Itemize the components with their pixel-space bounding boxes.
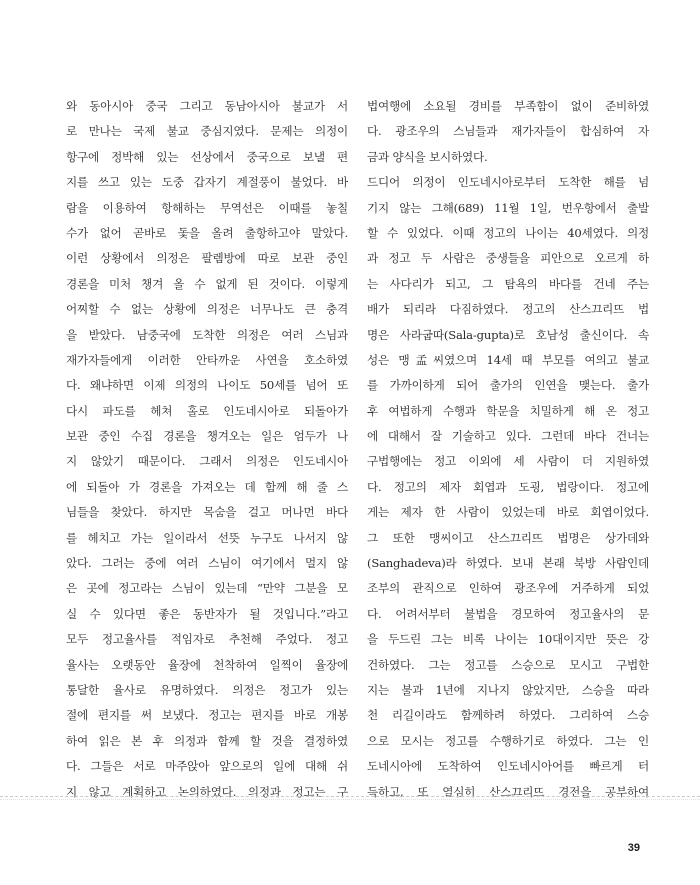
text-line: 모두 정고율사를 적임자로 추천해 주었다. 정고 xyxy=(66,632,348,647)
text-line: 법여행에 소요될 경비를 부족함이 없이 준비하였 xyxy=(367,99,649,113)
text-line: 다. 정고의 제자 회엽과 도굉, 법랑이다. 정고에 xyxy=(367,479,649,494)
text-line: 드디어 의정이 인도네시아로부터 도착한 해를 넘 xyxy=(367,175,649,190)
text-line: 어찌할 수 없는 상황에 의정은 너무나도 큰 충격 xyxy=(66,302,348,317)
text-line: 이런 상황에서 의정은 팔렘방에 따로 보관 중인 xyxy=(66,251,348,266)
text-line: 득하고, 또 열심히 산스끄리뜨 경전을 공부하여 xyxy=(367,784,649,799)
text-line: 천 리길이라도 함께하려 하였다. 그리하여 스승 xyxy=(367,708,649,723)
text-line: 다. 어려서부터 불법을 경모하여 정고율사의 문 xyxy=(367,606,649,621)
text-line: 다. 광조우의 스님들과 재가자들이 합심하여 자 xyxy=(367,124,649,139)
text-line: 할 수 있었다. 이때 정고의 나이는 40세였다. 의정 xyxy=(367,225,649,240)
text-line: 을 받았다. 남중국에 도착한 의정은 여러 스님과 xyxy=(66,327,348,342)
text-line: 조부의 관직으로 인하여 광조우에 거주하게 되었 xyxy=(367,581,649,596)
text-line: 과 정고 두 사람은 중생들을 피안으로 오르게 하 xyxy=(367,251,649,266)
text-line: 는 사다리가 되고, 그 탐욕의 바다를 건네 주는 xyxy=(367,276,649,291)
text-line: 통달한 율사로 유명하였다. 의정은 정고가 있는 xyxy=(66,682,348,697)
text-line: 를 가까이하게 되어 출가의 인연을 맺는다. 출가 xyxy=(367,378,649,393)
text-line: 다. 왜냐하면 이제 의정의 나이도 50세를 넘어 또 xyxy=(66,378,348,393)
text-line: 에 대해서 잘 기술하고 있다. 그런데 바다 건너는 xyxy=(367,429,649,444)
text-line: 지를 쓰고 있는 도중 갑자기 계절풍이 불었다. 바 xyxy=(66,175,348,190)
text-line: 도네시아에 도착하여 인도네시아어를 빠르게 터 xyxy=(367,759,649,774)
text-line: 재가자들에게 이러한 안타까운 사연을 호소하였 xyxy=(66,352,348,367)
text-line: 절에 편지를 써 보냈다. 정고는 편지를 바로 개봉 xyxy=(66,708,348,723)
right-text-column xyxy=(367,94,649,805)
text-line: 게는 제자 한 사람이 있었는데 바로 회엽이었다. xyxy=(367,505,649,520)
text-line: (Sanghadeva)라 하였다. 보내 본래 북방 사람인데 xyxy=(367,556,649,571)
text-line: 실 수 있다면 좋은 동반자가 될 것입니다.”라고 xyxy=(66,606,348,621)
text-line: 그 또한 맹씨이고 산스끄리뜨 법명은 상가데와 xyxy=(367,530,649,545)
text-line: 지 않았기 때문이다. 그래서 의정은 인도네시아 xyxy=(66,454,348,469)
text-line: 하여 읽은 본 후 의정과 함께 할 것을 결정하였 xyxy=(66,733,348,748)
text-line: 보관 중인 수집 경론을 챙겨오는 일은 엄두가 나 xyxy=(66,429,348,444)
text-line: 율사는 오랫동안 율장에 천착하여 일찍이 율장에 xyxy=(66,657,348,672)
footer-divider-shadow xyxy=(0,799,700,800)
page-number: 39 xyxy=(627,842,640,854)
text-line: 기지 않는 그해(689) 11월 1일, 번우항에서 출발 xyxy=(367,200,649,215)
footer-divider xyxy=(0,796,700,797)
text-line: 를 헤치고 가는 일이라서 선뜻 누구도 나서지 않 xyxy=(66,530,348,545)
text-line: 람을 이용하여 항해하는 무역선은 이때를 놓칠 xyxy=(66,200,348,215)
text-line: 배가 되리라 다짐하였다. 정고의 산스끄리뜨 법 xyxy=(367,302,649,317)
text-line: 님들을 찾았다. 하지만 목숨을 걸고 머나먼 바다 xyxy=(66,505,348,520)
text-line: 와 동아시아 중국 그리고 동남아시아 불교가 서 xyxy=(66,99,348,113)
text-line: 건하였다. 그는 정고를 스승으로 모시고 구법한 xyxy=(367,657,649,672)
text-line: 은 곳에 정고라는 스님이 있는데 “만약 그분을 모 xyxy=(66,581,348,596)
left-text-column xyxy=(66,94,348,805)
text-line: 다시 파도를 헤쳐 홀로 인도네시아로 되돌아가 xyxy=(66,403,348,418)
text-line: 금과 양식을 보시하였다. xyxy=(367,149,488,164)
text-line: 경론을 미처 챙겨 올 수 없게 된 것이다. 이렇게 xyxy=(66,276,348,291)
text-line: 지는 불과 1년에 지나지 않았지만, 스승을 따라 xyxy=(367,682,649,697)
text-line: 다. 그들은 서로 마주앉아 앞으로의 일에 대해 쉬 xyxy=(66,759,348,774)
text-line: 수가 없어 곧바로 돛을 올려 출항하고야 말았다. xyxy=(66,225,348,240)
text-line: 구법행에는 정고 이외에 세 사람이 더 지원하였 xyxy=(367,454,649,469)
text-line: 명은 사라굽따(Sala-gupta)로 호남성 출신이다. 속 xyxy=(367,327,649,342)
text-line: 항구에 정박해 있는 선상에서 중국으로 보낼 편 xyxy=(66,149,348,164)
text-line: 에 되돌아 가 경론을 가져오는 데 함께 해 줄 스 xyxy=(66,479,348,494)
text-line: 았다. 그러는 중에 여러 스님이 여기에서 멀지 않 xyxy=(66,556,348,571)
text-line: 으로 모시는 정고를 수행하기로 하였다. 그는 인 xyxy=(367,733,649,748)
text-line: 성은 맹孟씨였으며 14세 때 부모를 여의고 불교 xyxy=(367,352,649,367)
text-line: 로 만나는 국제 불교 중심지였다. 문제는 의정이 xyxy=(66,124,348,139)
text-line: 후 여법하게 수행과 학문을 치밀하게 해 온 정고 xyxy=(367,403,649,418)
text-line: 을 두드린 그는 비록 나이는 10대이지만 뜻은 강 xyxy=(367,632,649,647)
text-line: 지 않고 계획하고 논의하였다. 의정과 정고는 구 xyxy=(66,784,348,799)
